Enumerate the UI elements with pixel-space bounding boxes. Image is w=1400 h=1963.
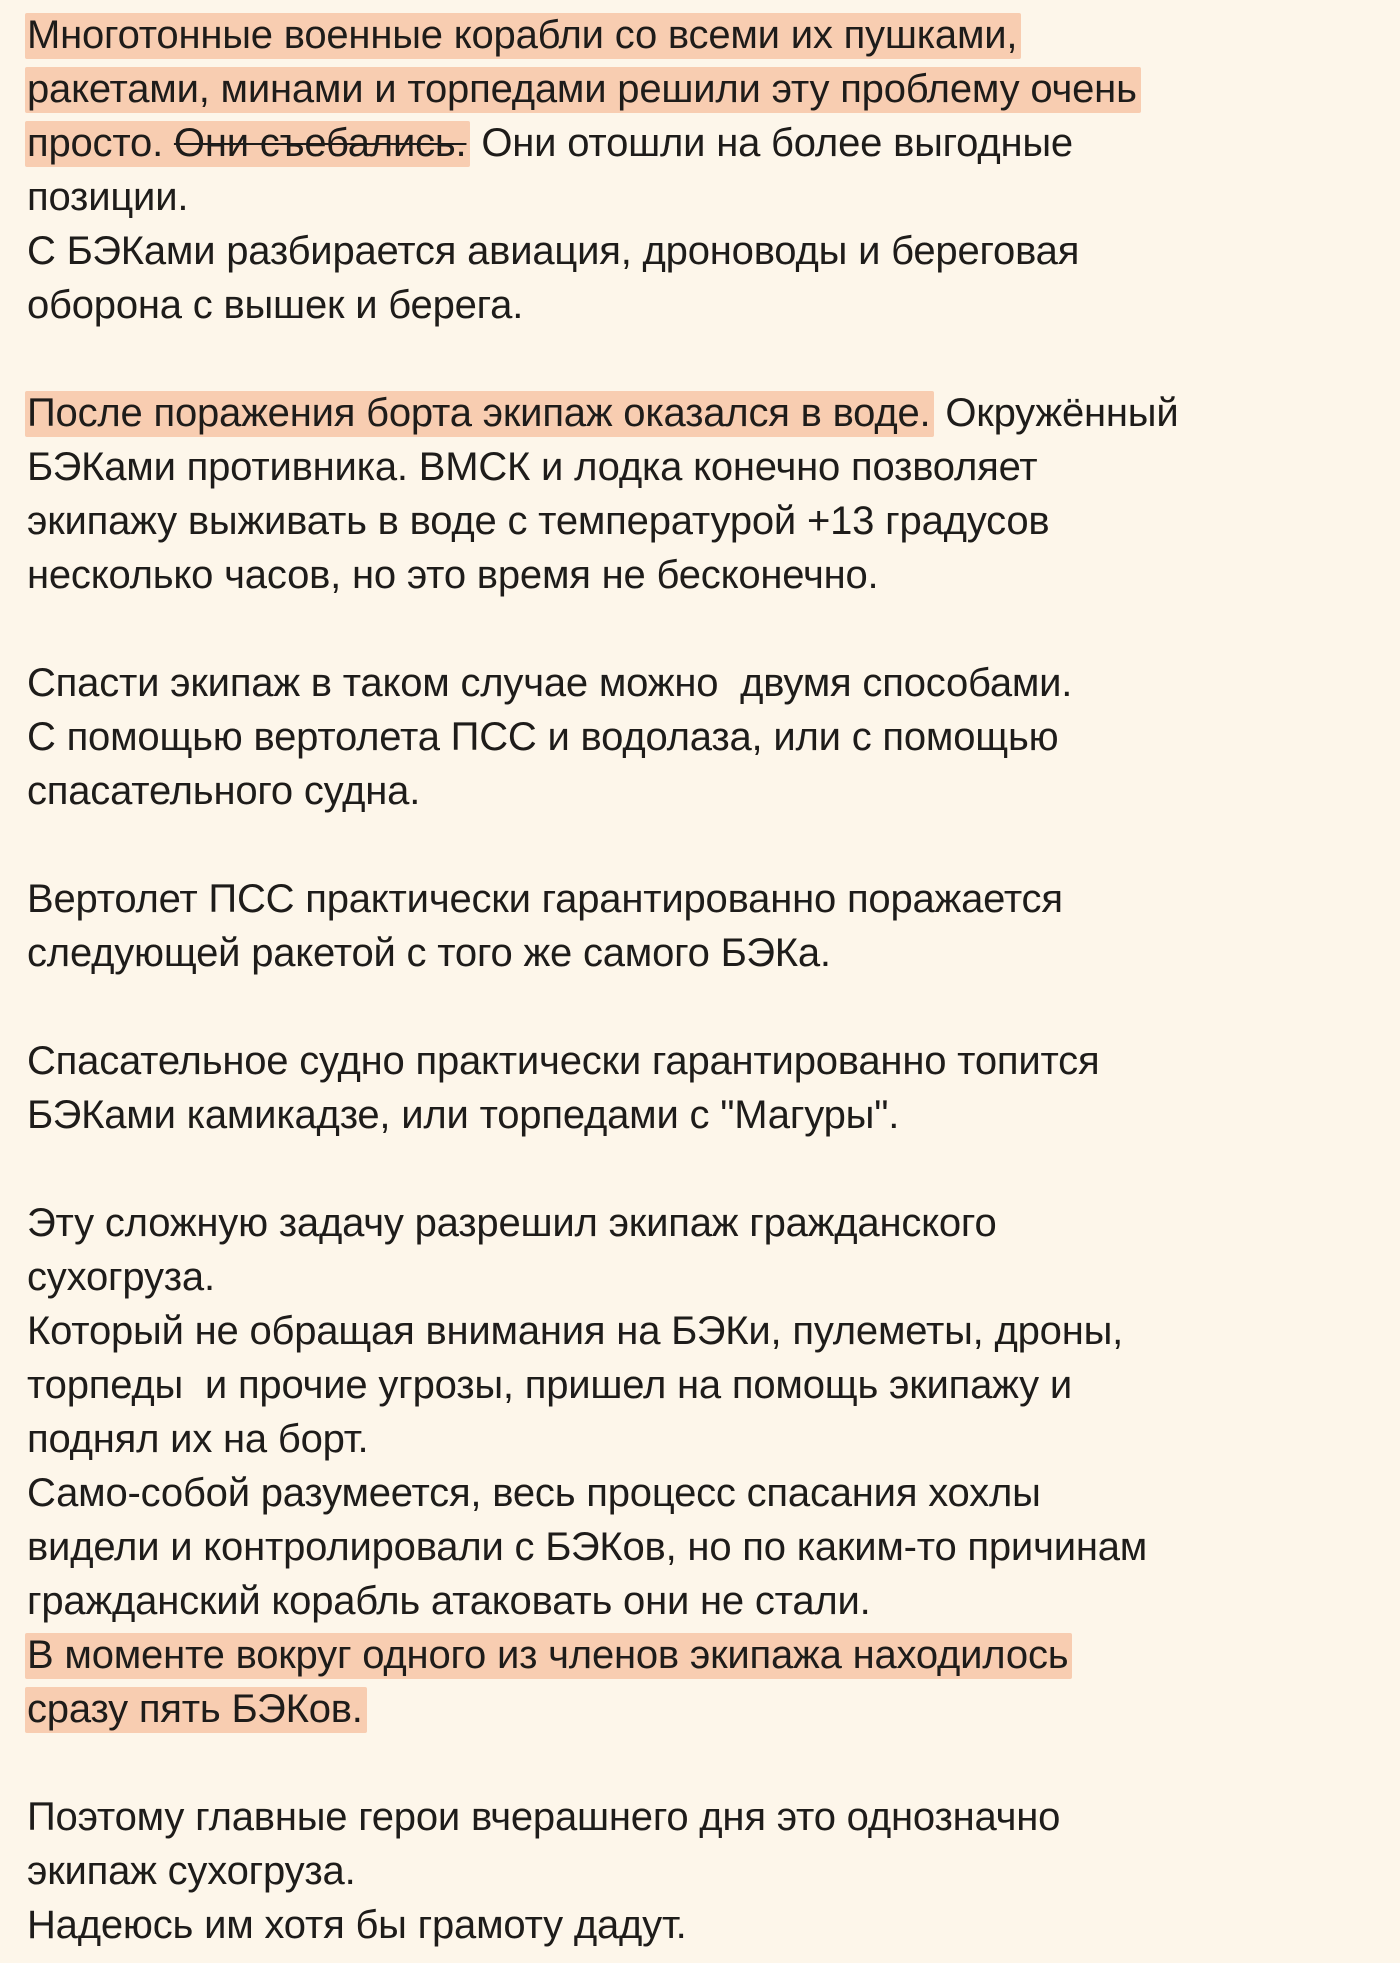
text-line bbox=[27, 386, 1370, 440]
text-line: спасательного судна. bbox=[27, 769, 421, 813]
paragraph-1 bbox=[27, 8, 1370, 332]
text-line: следующей ракетой с того же самого БЭКа. bbox=[27, 931, 831, 975]
text-line: Спасти экипаж в таком случае можно двумя способами. bbox=[27, 661, 1073, 705]
highlighted-text bbox=[25, 121, 470, 167]
highlighted-text: После поражения борта экипаж оказался в воде. bbox=[25, 391, 934, 437]
text-line: торпеды и прочие угрозы, пришел на помощь экипажу и bbox=[27, 1363, 1073, 1407]
paragraph-gap bbox=[27, 818, 1370, 872]
paragraph-2 bbox=[27, 386, 1370, 602]
text-part: Они отошли на более выгодные bbox=[470, 121, 1073, 165]
paragraph-5 bbox=[27, 1034, 1370, 1142]
highlighted-text: В моменте вокруг одного из членов экипажа находилось bbox=[25, 1633, 1072, 1679]
text-line: С БЭКами разбирается авиация, дроноводы и береговая bbox=[27, 229, 1080, 273]
text-line: Спасательное судно практически гарантированно топится bbox=[27, 1039, 1100, 1083]
paragraph-gap bbox=[27, 1142, 1370, 1196]
text-part: Окружённый bbox=[934, 391, 1179, 435]
text-line: поднял их на борт. bbox=[27, 1417, 369, 1461]
text-line: экипаж сухогруза. bbox=[27, 1849, 356, 1893]
text-line bbox=[27, 1682, 1370, 1736]
text-line: С помощью вертолета ПСС и водолаза, или с помощью bbox=[27, 715, 1059, 759]
text-line: видели и контролировали с БЭКов, но по каким-то причинам bbox=[27, 1525, 1148, 1569]
paragraph-7 bbox=[27, 1790, 1370, 1952]
highlighted-text: ракетами, минами и торпедами решили эту проблему очень bbox=[25, 67, 1141, 113]
paragraph-3 bbox=[27, 656, 1370, 818]
highlighted-text: Многотонные военные корабли со всеми их пушками, bbox=[25, 13, 1021, 59]
text-line: экипажу выживать в воде с температурой +13 градусов bbox=[27, 499, 1050, 543]
text-line: Который не обращая внимания на БЭКи, пулеметы, дроны, bbox=[27, 1309, 1124, 1353]
text-line: Само-собой разумеется, весь процесс спасания хохлы bbox=[27, 1471, 1041, 1515]
text-line bbox=[27, 116, 1370, 170]
text-line: гражданский корабль атаковать они не стали. bbox=[27, 1579, 871, 1623]
paragraph-gap bbox=[27, 332, 1370, 386]
text-line bbox=[27, 1628, 1370, 1682]
paragraph-gap bbox=[27, 602, 1370, 656]
paragraph-4 bbox=[27, 872, 1370, 980]
text-line: Вертолет ПСС практически гарантированно поражается bbox=[27, 877, 1063, 921]
text-line: Эту сложную задачу разрешил экипаж гражданского bbox=[27, 1201, 997, 1245]
text-line bbox=[27, 62, 1370, 116]
text-line: Поэтому главные герои вчерашнего дня это однозначно bbox=[27, 1795, 1061, 1839]
paragraph-6 bbox=[27, 1196, 1370, 1736]
text-line: БЭКами противника. ВМСК и лодка конечно позволяет bbox=[27, 445, 1038, 489]
strikethrough-text: Они съебались. bbox=[173, 121, 467, 165]
highlighted-text-part: просто. bbox=[27, 121, 163, 165]
paragraph-gap bbox=[27, 1736, 1370, 1790]
text-line: Надеюсь им хотя бы грамоту дадут. bbox=[27, 1903, 687, 1947]
text-line: БЭКами камикадзе, или торпедами с "Магуры". bbox=[27, 1093, 900, 1137]
text-line: оборона с вышек и берега. bbox=[27, 283, 524, 327]
text-line: позиции. bbox=[27, 175, 189, 219]
highlighted-text: сразу пять БЭКов. bbox=[25, 1687, 367, 1733]
text-line: сухогруза. bbox=[27, 1255, 215, 1299]
text-line bbox=[27, 8, 1370, 62]
text-line: несколько часов, но это время не бесконечно. bbox=[27, 553, 879, 597]
paragraph-gap bbox=[27, 980, 1370, 1034]
